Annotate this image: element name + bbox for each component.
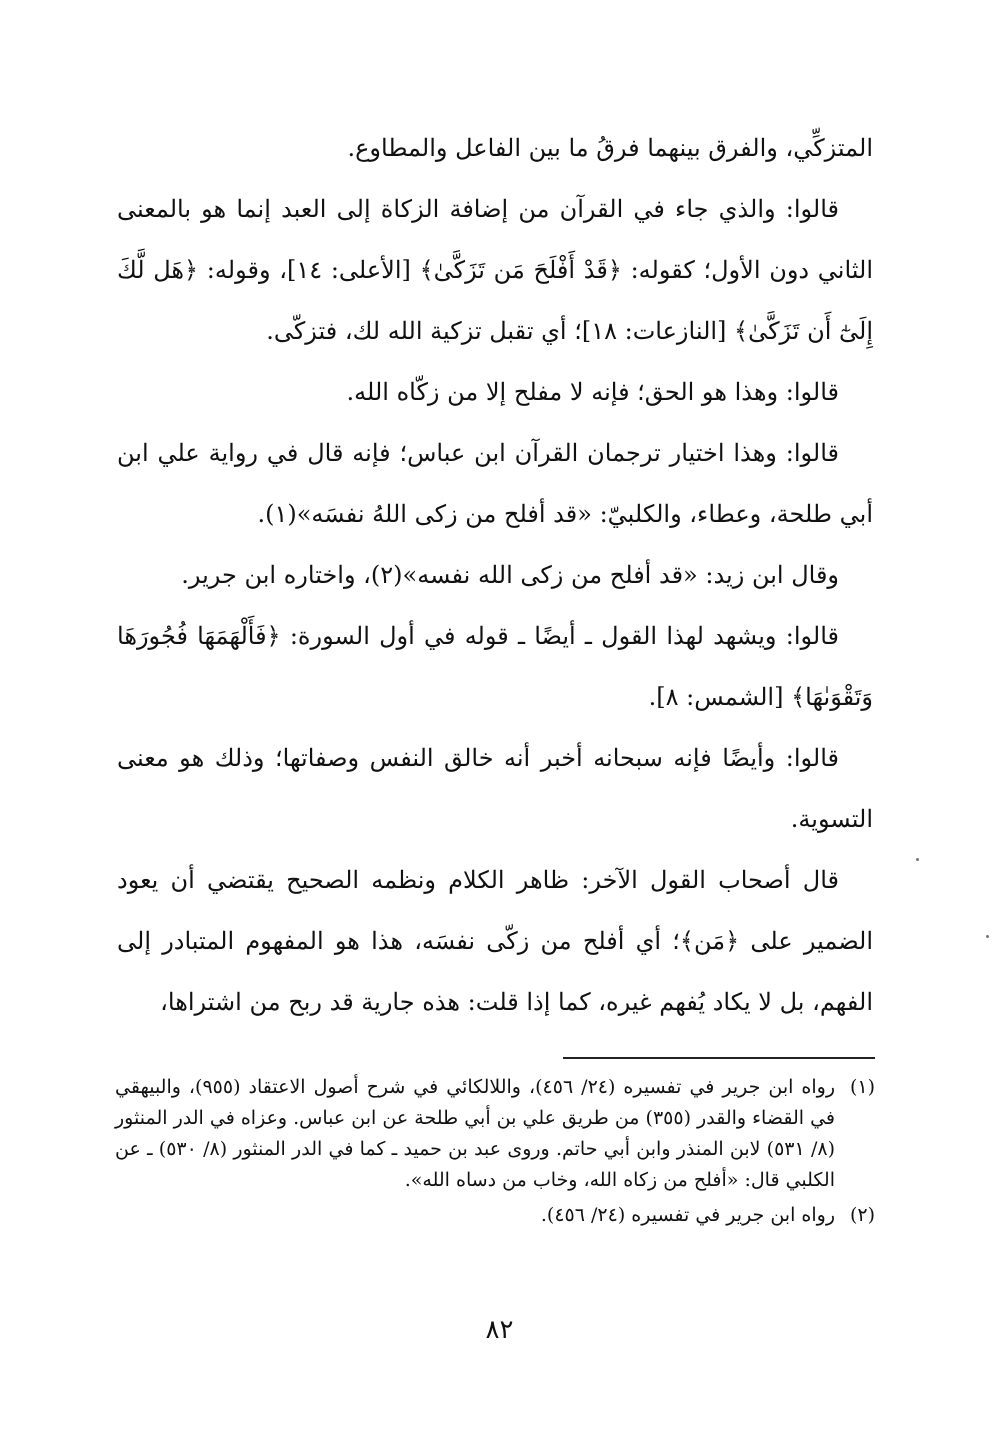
page-number: ٨٢ <box>485 1315 514 1345</box>
paragraph-7: قالوا: وأيضًا فإنه سبحانه أخبر أنه خالق النفس وصفاتها؛ وذلك هو معنى التسوية. <box>117 744 873 833</box>
margin-speck <box>986 935 989 938</box>
footnotes-section <box>115 1072 875 1235</box>
paragraph-1: المتزكِّي، والفرق بينهما فرقُ ما بين الفاعل والمطاوع. <box>347 134 873 162</box>
margin-speck <box>916 858 919 861</box>
footnote-divider <box>563 1057 875 1059</box>
footnote-text: رواه ابن جرير في تفسيره (٢٤/ ٤٥٦). <box>540 1204 835 1226</box>
footnote-text: رواه ابن جرير في تفسيره (٢٤/ ٤٥٦)، واللالكائي في شرح أصول الاعتقاد (٩٥٥)، والبيهقي في القضاء والقدر (٣٥٥) من طريق علي بن أبي طلحة عن ابن عباس. وعزاه في الدر المنثور (٨/ ٥٣١) لابن المنذر وابن أبي حاتم. وروى عبد بن حميد ـ كما في الدر المنثور (٨/ ٥٣٠) ـ عن الكلبي قال: «أفلح من زكاه الله، وخاب من دساه الله». <box>115 1076 835 1191</box>
footnote-number: (١) <box>849 1076 875 1098</box>
paragraph-4: قالوا: وهذا اختيار ترجمان القرآن ابن عباس؛ فإنه قال في رواية علي ابن أبي طلحة، وعطاء، والكلبيّ: «قد أفلح من زكى اللهُ نفسَه»(١). <box>117 439 873 528</box>
paragraph-3: قالوا: وهذا هو الحق؛ فإنه لا مفلح إلا من زكّاه الله. <box>346 378 839 406</box>
footnote-1 <box>115 1072 875 1196</box>
footnote-2 <box>115 1200 875 1231</box>
footnote-number: (٢) <box>849 1204 875 1226</box>
paragraph-6: قالوا: ويشهد لهذا القول ـ أيضًا ـ قوله في أول السورة: ﴿فَأَلْهَمَهَا فُجُورَهَا وَتَقْوَىٰهَا﴾ [الشمس: ٨]. <box>117 622 873 711</box>
main-text <box>117 118 873 1033</box>
paragraph-5: وقال ابن زيد: «قد أفلح من زكى الله نفسه»(٢)، واختاره ابن جرير. <box>181 561 839 589</box>
paragraph-2: قالوا: والذي جاء في القرآن من إضافة الزكاة إلى العبد إنما هو بالمعنى الثاني دون الأول؛ كقوله: ﴿قَدْ أَفْلَحَ مَن تَزَكَّىٰ﴾ [الأعلى: ١٤]، وقوله: ﴿هَل لَّكَ إِلَىٰٓ أَن تَزَكَّىٰ﴾ [النازعات: ١٨]؛ أي تقبل تزكية الله لك، فتزكّى. <box>117 195 873 345</box>
paragraph-8: قال أصحاب القول الآخر: ظاهر الكلام ونظمه الصحيح يقتضي أن يعود الضمير على ﴿مَن﴾؛ أي أفلح من زكّى نفسَه، هذا هو المفهوم المتبادر إلى الفهم، بل لا يكاد يُفهم غيره، كما إذا قلت: هذه جارية قد ربح من اشتراها، <box>117 866 873 1016</box>
